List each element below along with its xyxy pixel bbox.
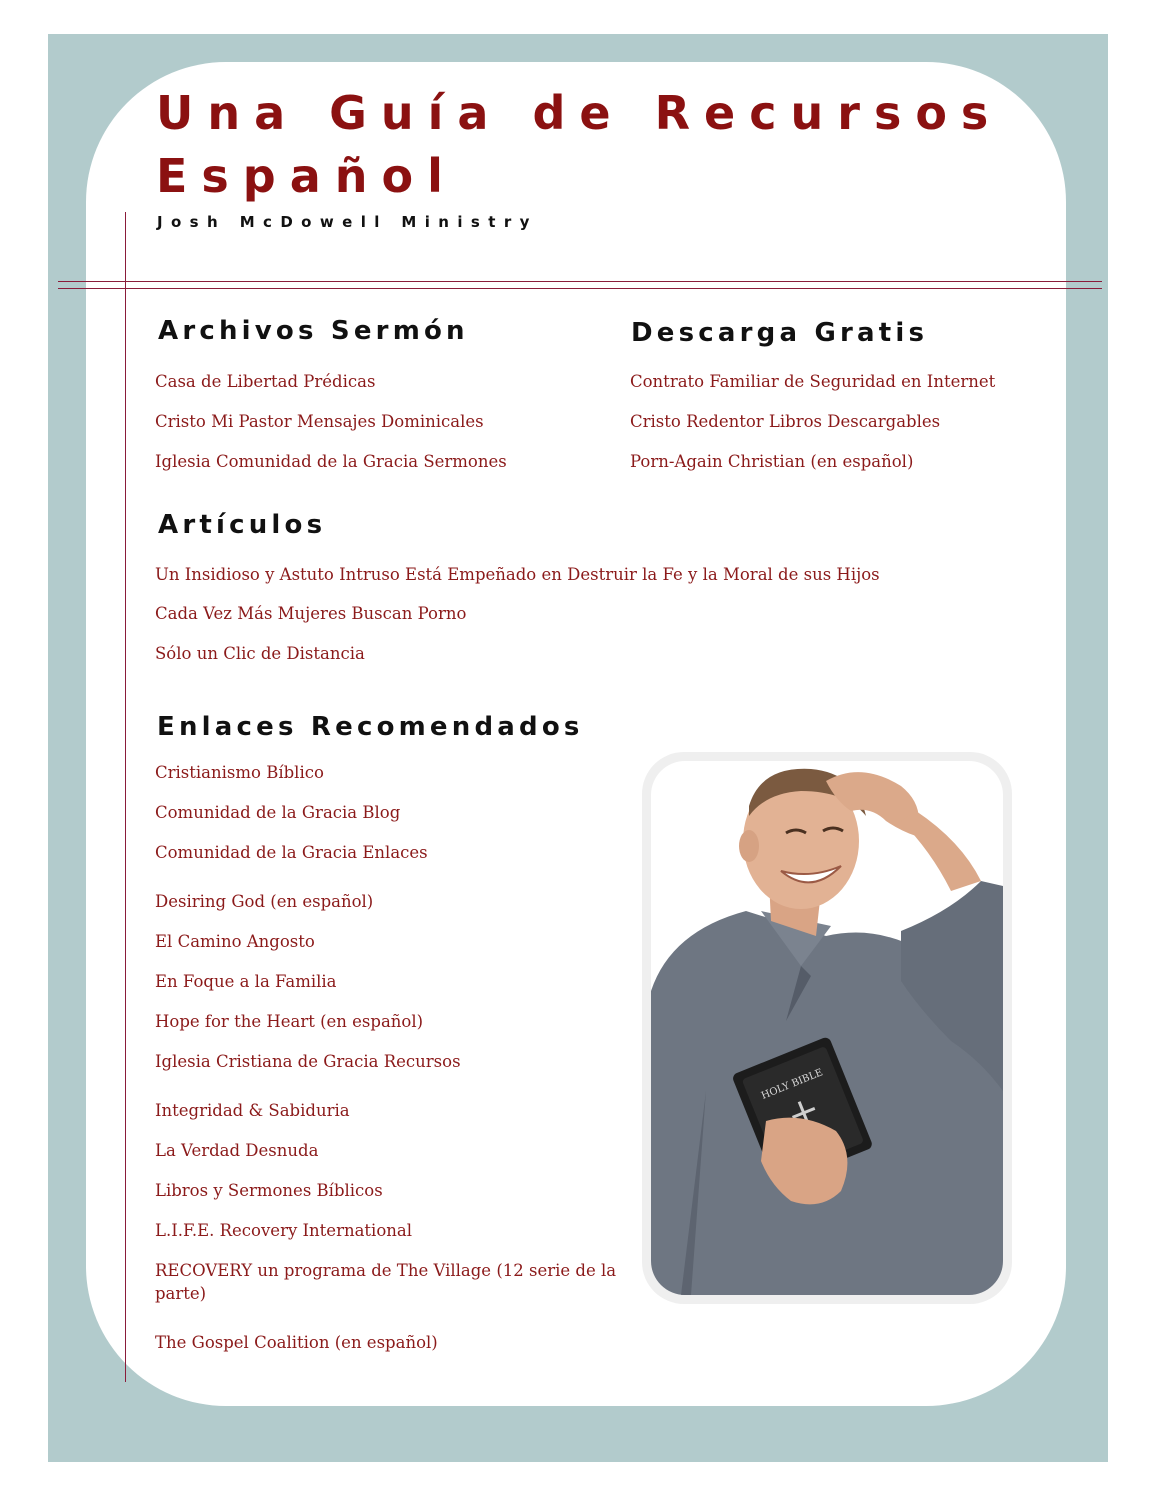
sermon-archives-heading: Archivos Sermón <box>158 316 469 346</box>
recommended-link[interactable]: El Camino Angosto <box>155 932 315 951</box>
article-link[interactable]: Un Insidioso y Astuto Intruso Está Empeñado en Destruir la Fe y la Moral de sus Hijos <box>155 565 880 584</box>
recommended-link[interactable]: The Gospel Coalition (en español) <box>155 1333 438 1352</box>
download-link[interactable]: Contrato Familiar de Seguridad en Internet <box>630 372 996 391</box>
recommended-link[interactable]: Libros y Sermones Bíblicos <box>155 1181 383 1200</box>
page-title-line-1: Una Guía de Recursos <box>156 86 1003 140</box>
recommended-link[interactable]: La Verdad Desnuda <box>155 1141 319 1160</box>
free-downloads-heading: Descarga Gratis <box>631 318 929 348</box>
download-link[interactable]: Cristo Redentor Libros Descargables <box>630 412 941 431</box>
article-link[interactable]: Sólo un Clic de Distancia <box>155 644 365 663</box>
recommended-link[interactable]: Comunidad de la Gracia Blog <box>155 803 401 822</box>
horizontal-rule-top <box>58 281 1102 282</box>
recommended-link[interactable]: Desiring God (en español) <box>155 892 374 911</box>
page-subtitle: Josh McDowell Ministry <box>157 213 538 231</box>
recommended-link[interactable]: Hope for the Heart (en español) <box>155 1012 424 1031</box>
recommended-link[interactable]: Iglesia Cristiana de Gracia Recursos <box>155 1052 461 1071</box>
sermon-link[interactable]: Iglesia Comunidad de la Gracia Sermones <box>155 452 507 471</box>
sermon-link[interactable]: Cristo Mi Pastor Mensajes Dominicales <box>155 412 484 431</box>
sermon-link[interactable]: Casa de Libertad Prédicas <box>155 372 376 391</box>
recommended-link[interactable]: RECOVERY un programa de The Village (12 serie de la parte) <box>155 1261 617 1303</box>
bible-cover-text: HOLY BIBLE <box>759 1067 825 1102</box>
article-link[interactable]: Cada Vez Más Mujeres Buscan Porno <box>155 604 467 623</box>
recommended-link[interactable]: Integridad & Sabiduria <box>155 1101 350 1120</box>
recommended-link[interactable]: Comunidad de la Gracia Enlaces <box>155 843 428 862</box>
man-with-bible-illustration <box>651 761 1003 1295</box>
vertical-rule <box>125 212 126 1382</box>
recommended-link[interactable]: En Foque a la Familia <box>155 972 337 991</box>
download-link[interactable]: Porn-Again Christian (en español) <box>630 452 914 471</box>
recommended-link[interactable]: Cristianismo Bíblico <box>155 763 324 782</box>
horizontal-rule-bottom <box>58 288 1102 289</box>
recommended-link[interactable]: L.I.F.E. Recovery International <box>155 1221 412 1240</box>
photo-man-with-bible <box>651 761 1003 1295</box>
recommended-links-heading: Enlaces Recomendados <box>157 712 584 742</box>
page-title-line-2: Español <box>156 149 457 203</box>
articles-heading: Artículos <box>158 510 327 540</box>
photo-frame <box>642 752 1012 1304</box>
